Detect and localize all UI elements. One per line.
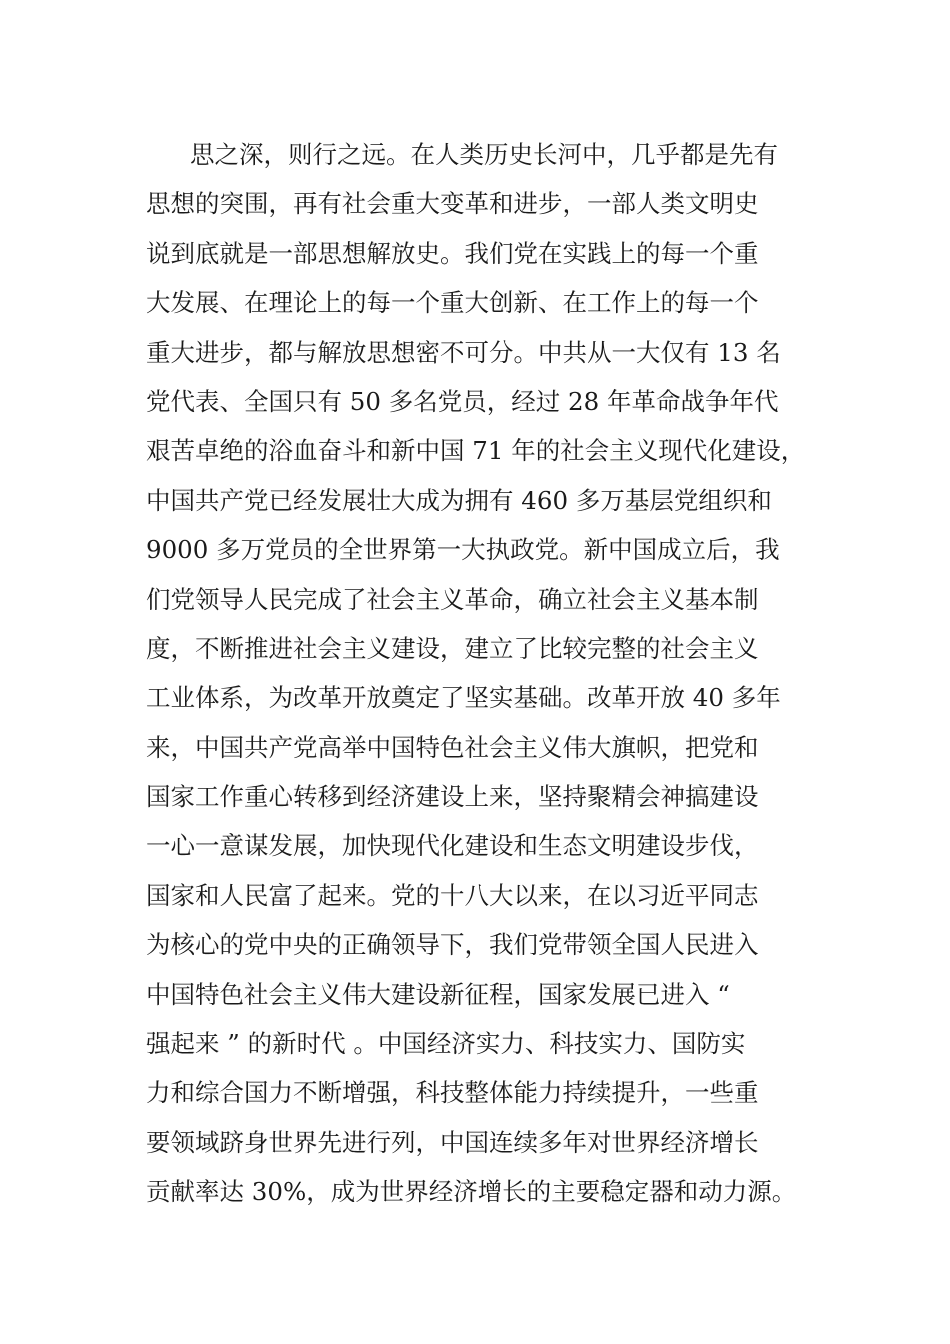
paragraph-line: 为核心的党中央的正确领导下，我们党带领全国人民进入: [146, 930, 759, 960]
paragraph-line: 大发展、在理论上的每一个重大创新、在工作上的每一个: [146, 288, 759, 318]
paragraph-line: 一心一意谋发展，加快现代化建设和生态文明建设步伐，: [146, 831, 759, 861]
body-paragraph: [146, 130, 836, 1217]
paragraph-line: 思想的突围，再有社会重大变革和进步，一部人类文明史: [146, 189, 759, 219]
paragraph-line: 贡献率达 30%，成为世界经济增长的主要稳定器和动力源。: [146, 1177, 797, 1207]
paragraph-line: 要领域跻身世界先进行列，中国连续多年对世界经济增长: [146, 1127, 759, 1157]
paragraph-line: 中国共产党已经发展壮大成为拥有 460 多万基层党组织和: [146, 485, 772, 515]
paragraph-line: 国家工作重心转移到经济建设上来，坚持聚精会神搞建设: [146, 782, 759, 812]
paragraph-line: 强起来 ” 的新时代 。中国经济实力、科技实力、国防实: [146, 1029, 746, 1059]
paragraph-line: 工业体系，为改革开放奠定了坚实基础。改革开放 40 多年: [146, 683, 781, 713]
paragraph-line: 说到底就是一部思想解放史。我们党在实践上的每一个重: [146, 238, 759, 268]
paragraph-line: 来，中国共产党高举中国特色社会主义伟大旗帜，把党和: [146, 732, 759, 762]
paragraph-line: 党代表、全国只有 50 多名党员，经过 28 年革命战争年代: [146, 386, 779, 416]
paragraph-line: 中国特色社会主义伟大建设新征程，国家发展已进入 “: [146, 979, 730, 1009]
paragraph-line: 力和综合国力不断增强，科技整体能力持续提升，一些重: [146, 1078, 759, 1108]
paragraph-line: 重大进步，都与解放思想密不可分。中共从一大仅有 13 名: [146, 337, 781, 367]
paragraph-line: 国家和人民富了起来。党的十八大以来，在以习近平同志: [146, 880, 759, 910]
paragraph-line: 9000 多万党员的全世界第一大执政党。新中国成立后，我: [146, 535, 780, 565]
paragraph-line: 艰苦卓绝的浴血奋斗和新中国 71 年的社会主义现代化建设，: [146, 436, 806, 466]
paragraph-line: 度，不断推进社会主义建设，建立了比较完整的社会主义: [146, 633, 759, 663]
paragraph-line: 们党领导人民完成了社会主义革命，确立社会主义基本制: [146, 584, 759, 614]
paragraph-line: 思之深，则行之远。在人类历史长河中，几乎都是先有: [190, 140, 778, 169]
